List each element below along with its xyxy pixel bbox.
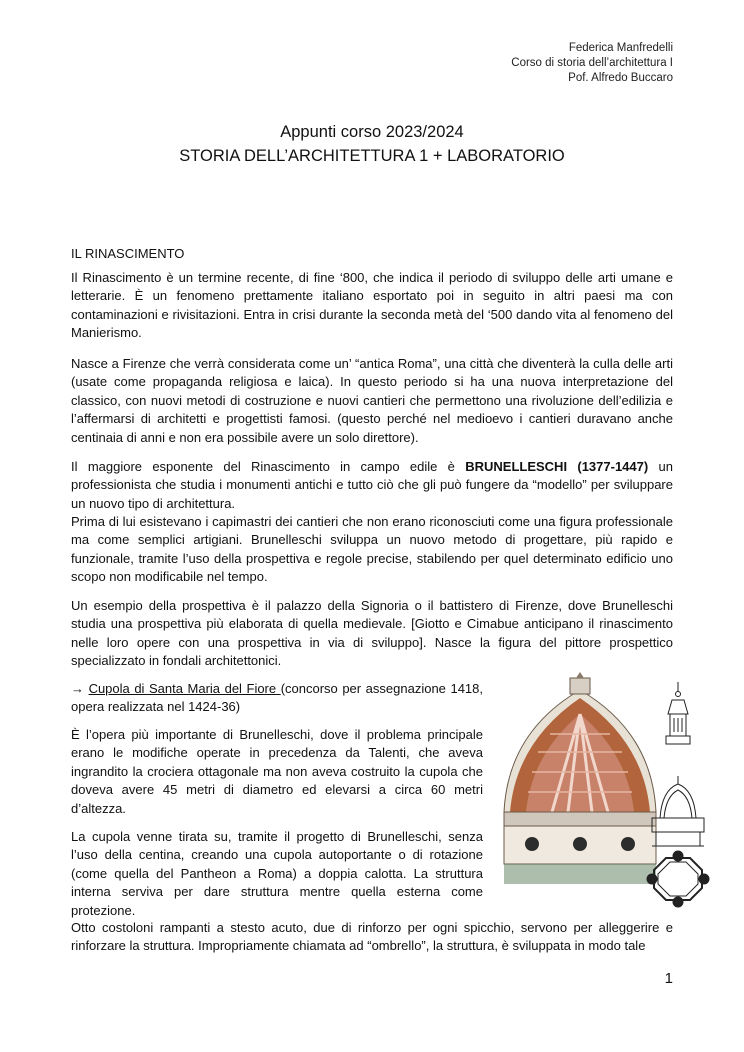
paragraph-3-continued: Prima di lui esistevano i capimastri dei cantieri che non erano riconosciuti come una figura professionale ma come semplici artigiani. Brunelleschi sviluppa un nuovo metodo di progettare, più rapido e funzionale, tramite l’uso della prospettiva e regole precise, stabilendo per quel determinato edificio uno scopo non modificabile nel tempo. [71, 514, 673, 585]
dome-section-drawing [652, 776, 704, 846]
dome-cutaway-image [504, 672, 656, 884]
brunelleschi-name: BRUNELLESCHI (1377-1447) [465, 459, 649, 474]
dome-illustration [492, 672, 712, 908]
page-number: 1 [664, 970, 673, 987]
author-name: Federica Manfredelli [568, 42, 673, 54]
section-heading: IL RINASCIMENTO [71, 246, 185, 261]
course-name: Corso di storia dell’architettura I [511, 57, 673, 69]
document-header [511, 41, 673, 86]
cupola-link: Cupola di Santa Maria del Fiore [88, 681, 281, 696]
paragraph-3-rest: un professionista che studia i monumenti antichi e tutto ciò che gli può fungere da “modello” per sviluppare un nuovo tipo di architettura. [71, 459, 673, 511]
document-title-line1: Appunti corso 2023/2024 [280, 123, 464, 141]
document-title-line2: STORIA DELL’ARCHITETTURA 1 + LABORATORIO [179, 147, 565, 165]
paragraph-6: È l’opera più importante di Brunelleschi, dove il problema principale erano le modifiche operate in precedenza da Talenti, che aveva ingrandito la crociera ottagonale ma non aveva costruito la cupola che doveva avere 45 metri di diametro ed elevarsi a circa 60 metri d’altezza. [71, 727, 483, 816]
professor-name: Pof. Alfredo Buccaro [568, 72, 673, 84]
paragraph-8: Otto costoloni rampanti a stesto acuto, due di rinforzo per ogni spicchio, servono per alleggerire e rinforzare la struttura. Impropriamente chiamata ad “ombrello”, la struttura, è sviluppata in modo tale [71, 920, 673, 954]
paragraph-5-rest: (concorso per assegnazione 1418, opera realizzata nel 1424-36) [71, 681, 483, 715]
paragraph-3 [71, 458, 673, 513]
paragraph-4: Un esempio della prospettiva è il palazzo della Signoria o il battistero di Firenze, dove Brunelleschi studia una prospettiva più elaborata di quella medievale. [Giotto e Cimabue anticipano il rinascimento nelle loro opere con una prospettiva in via di sviluppo]. Nasce la figura del pittore prospettico specializzato in fondali architettonici. [71, 598, 673, 669]
paragraph-3-intro: Il maggiore esponente del Rinascimento in campo edile è [71, 459, 466, 474]
lantern-elevation [666, 682, 690, 744]
paragraph-2: Nasce a Firenze che verrà considerata come un’ “antica Roma”, una città che diventerà la culla delle arti (usate come propaganda religiosa e laica). In questo periodo si ha una nuova interpretazione del classico, con nuovi metodi di costruzione e nuovi cantieri che permettono una rivoluzione dell’edilizia e l’affermarsi di architetti e progettisti famosi. (questo perché nel medioevo i cantieri duravano anche centinaia di anni e non era possibile avere un solo direttore). [71, 356, 673, 445]
paragraph-5 [71, 680, 483, 717]
paragraph-7: La cupola venne tirata su, tramite il progetto di Brunelleschi, senza l’uso della centina, creando una cupola autoportante o di rotazione (come quella del Pantheon a Roma) a doppia calotta. La struttura interna serviva per dare struttura mentre quella esterna come protezione. [71, 829, 483, 918]
paragraph-1: Il Rinascimento è un termine recente, di fine ‘800, che indica il periodo di sviluppo delle arti umane e letterarie. È un fenomeno prettamente italiano esportato poi in seguito in altri paesi ma con contaminazioni e rivisitazioni. Entra in crisi durante la seconda metà del ‘500 dando vita al fenomeno del Manierismo. [71, 270, 673, 341]
arrow-glyph: → [71, 681, 89, 696]
